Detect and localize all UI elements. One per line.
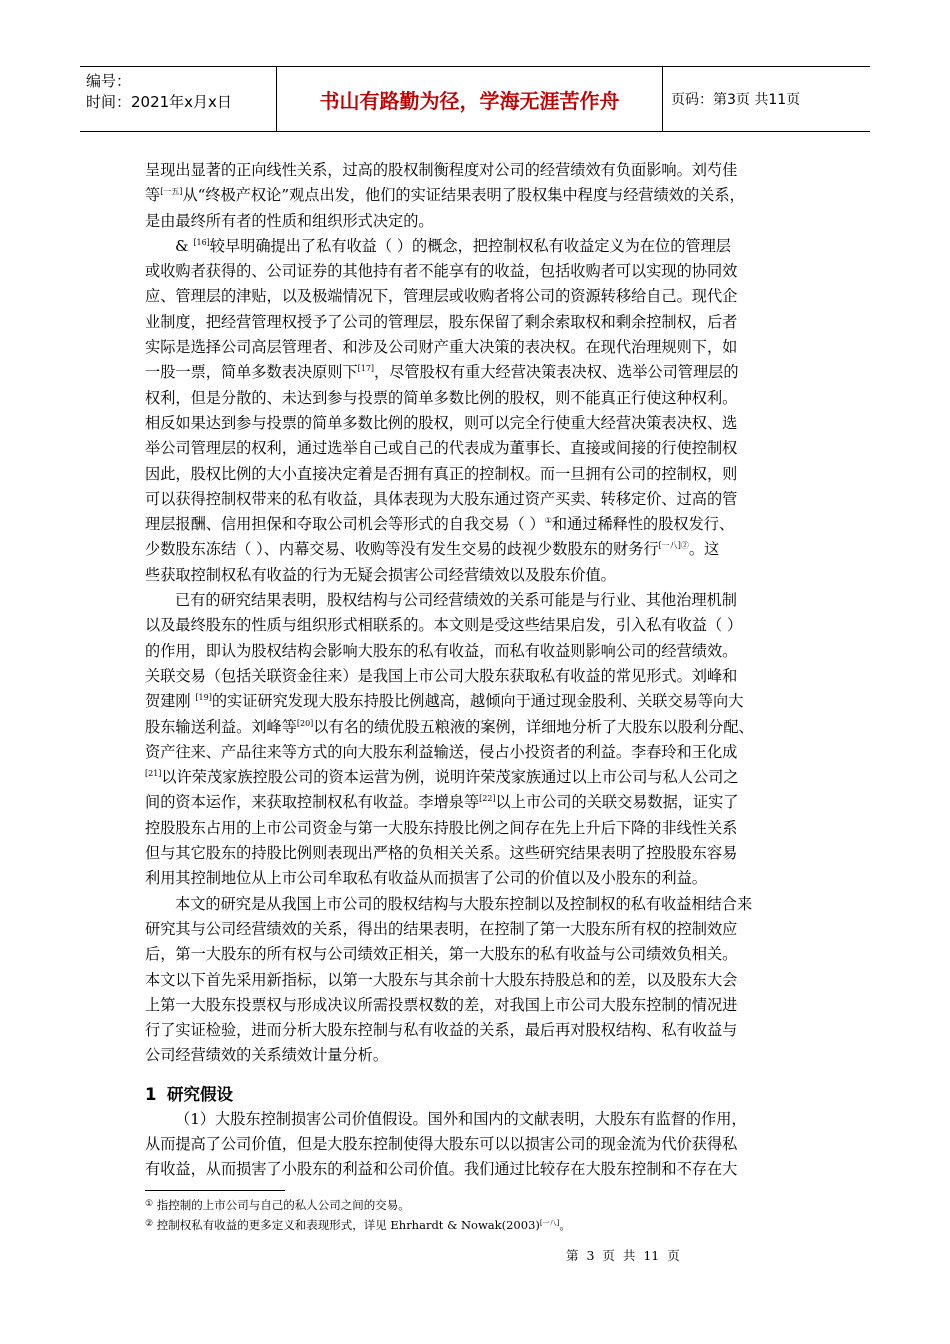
footnote-marker: ① — [544, 516, 552, 526]
text-line: 公司经营绩效的关系绩效计量分析。 — [145, 1046, 388, 1065]
document-number-label: 编号： — [86, 72, 132, 90]
footnote-1: ① 指控制的上市公司与自己的私人公司之间的交易。 — [145, 1198, 410, 1212]
text-line: 行了实证检验，进而分析大股东控制与私有收益的关系，最后再对股权结构、私有收益与 — [145, 1021, 738, 1040]
text-line: 呈现出显著的正向线性关系，过高的股权制衡程度对公司的经营绩效有负面影响。刘芍佳 — [145, 161, 738, 179]
document-body — [145, 158, 808, 1183]
citation: [21] — [145, 769, 162, 779]
section-number: 1 — [145, 1084, 157, 1104]
text-line: 实际是选择公司高层管理者、和涉及公司财产重大决策的表决权。在现代治理规则下，如 — [145, 338, 738, 357]
paragraph-5 — [145, 1107, 808, 1183]
text-line: 因此，股权比例的大小直接决定着是否拥有真正的控制权。而一旦拥有公司的控制权，则 — [145, 464, 738, 483]
header-page-label: 页码：第3页 共11页 — [671, 92, 801, 108]
header-motto: 书山有路勤为径，学海无涯苦作舟 — [276, 67, 663, 131]
footnote-mark: ② — [145, 1219, 154, 1229]
text-line: 后，第一大股东的所有权与公司绩效正相关，第一大股东的私有收益与公司绩效负相关。 — [145, 945, 738, 964]
text-line: 关联交易（包括关联资金往来）是我国上市公司大股东获取私有收益的常见形式。刘峰和 — [145, 666, 738, 685]
section-title: 研究假设 — [167, 1084, 233, 1104]
text-line: 研究其与公司经营绩效的关系，得出的结果表明，在控制了第一大股东所有权的控制效应 — [145, 919, 738, 938]
citation: [一八]② — [658, 541, 689, 551]
text-line: 股东输送利益。刘峰等[20]以有名的绩优股五粮液的案例，详细地分析了大股东以股利分配、 — [145, 717, 754, 736]
citation: [20] — [296, 718, 314, 728]
text-line: 业制度，把经营管理权授予了公司的管理层，股东保留了剩余索取权和剩余控制权，后者 — [145, 312, 738, 331]
paragraph-3 — [145, 588, 808, 892]
footnotes — [145, 1195, 825, 1235]
text-line: 等[一五]从“终极产权论”观点出发，他们的实证结果表明了股权集中程度与经营绩效的关系， — [145, 186, 745, 205]
text-line: 有收益，从而损害了小股东的利益和公司价值。我们通过比较存在大股东控制和不存在大 — [145, 1160, 738, 1179]
text-line: 些获取控制权私有收益的行为无疑会损害公司经营绩效以及股东价值。 — [145, 565, 616, 584]
text-line: 少数股东冻结（ ）、内幕交易、收购等没有发生交易的歧视少数股东的财务行$^{[一八]②}$。这 — [145, 540, 720, 559]
citation: [17] — [357, 364, 375, 374]
citation: [16] — [193, 237, 210, 247]
citation: [一五] — [160, 187, 183, 197]
text-line: 资产往来、产品往来等方式的向大股东利益输送，侵占小投资者的利益。李春玲和王化成 — [145, 742, 738, 761]
citation: [19] — [195, 693, 212, 703]
text-line: 一股一票，简单多数表决原则下[17]，尽管股权有重大经营决策表决权、选举公司管理层的 — [145, 363, 739, 382]
footnote-2: ② 控制权私有收益的更多定义和表现形式，详见 Ehrhardt & Nowak(2003)[一八]。 — [145, 1218, 571, 1232]
page-header — [80, 66, 870, 132]
section-heading — [145, 1083, 808, 1107]
paragraph-4 — [145, 892, 808, 1069]
header-meta — [80, 67, 276, 131]
text-line: 已有的研究结果表明，股权结构与公司经营绩效的关系可能是与行业、其他治理机制 — [175, 591, 737, 610]
citation: [22] — [479, 794, 496, 804]
page-number: 第 3 页 共 11 页 — [566, 1248, 680, 1263]
text-line: 贺建刚 [19]的实证研究发现大股东持股比例越高，越倾向于通过现金股利、关联交易等向大 — [145, 692, 744, 711]
text-line: 理层报酬、信用担保和夺取公司机会等形式的自我交易（ ）①和通过稀释性的股权发行、 — [145, 515, 735, 534]
text-line: 或收购者获得的、公司证券的其他持有者不能享有的收益，包括收购者可以实现的协同效 — [145, 262, 738, 281]
footnote-divider — [145, 1190, 285, 1191]
text-line: 权利，但是分散的、未达到参与投票的简单多数比例的股权，则不能真正行使这种权利。 — [145, 388, 738, 407]
text-line: [21]以许荣茂家族控股公司的资本运营为例，说明许荣茂家族通过以上市公司与私人公司之 — [145, 768, 739, 787]
text-line: 举公司管理层的权利，通过选举自己或自己的代表成为董事长、直接或间接的行使控制权 — [145, 439, 738, 458]
text-line: （1）大股东控制损害公司价值假设。国外和国内的文献表明，大股东有监督的作用， — [175, 1109, 747, 1128]
text-line: 但与其它股东的持股比例则表现出严格的负相关关系。这些研究结果表明了控股股东容易 — [145, 844, 738, 863]
text-line: 利用其控制地位从上市公司牟取私有收益从而损害了公司的价值以及小股东的利益。 — [145, 869, 707, 888]
document-date-label: 时间：2021年x月x日 — [86, 93, 232, 111]
text-line: & [16]较早明确提出了私有收益（ ）的概念，把控制权私有收益定义为在位的管理层 — [175, 236, 731, 255]
text-line: 的作用，即认为股权结构会影响大股东的私有收益，而私有收益则影响公司的经营绩效。 — [145, 641, 738, 660]
text-line: 间的资本运作，来获取控制权私有收益。李增泉等[22]以上市公司的关联交易数据，证实了 — [145, 793, 739, 812]
paragraph-1 — [145, 158, 808, 234]
text-line: 可以获得控制权带来的私有收益，具体表现为大股东通过资产买卖、转移定价、过高的管 — [145, 489, 738, 508]
text-line: 从而提高了公司价值，但是大股东控制使得大股东可以以损害公司的现金流为代价获得私 — [145, 1134, 738, 1153]
text-line: 是由最终所有者的性质和组织形式决定的。 — [145, 211, 434, 230]
text-line: 以及最终股东的性质与组织形式相联系的。本文则是受这些结果启发，引入私有收益（ ） — [145, 616, 743, 635]
footnote-mark: ① — [145, 1199, 154, 1209]
text-line: 相反如果达到参与投票的简单多数比例的股权，则可以完全行使重大经营决策表决权、选 — [145, 413, 738, 432]
text-line: 控股股东占用的上市公司资金与第一大股东持股比例之间存在先上升后下降的非线性关系 — [145, 818, 738, 837]
paragraph-2 — [145, 234, 808, 588]
text-line: 本文以下首先采用新指标，以第一大股东与其余前十大股东持股总和的差，以及股东大会 — [145, 970, 738, 989]
text-line: 本文的研究是从我国上市公司的股权结构与大股东控制以及控制权的私有收益相结合来 — [175, 894, 753, 913]
text-line: 应、管理层的津贴，以及极端情况下，管理层或收购者将公司的资源转移给自己。现代企 — [145, 287, 738, 306]
text-line: 上第一大股东投票权与形成决议所需投票权数的差，对我国上市公司大股东控制的情况进 — [145, 995, 738, 1014]
citation: [一八] — [539, 1219, 560, 1227]
